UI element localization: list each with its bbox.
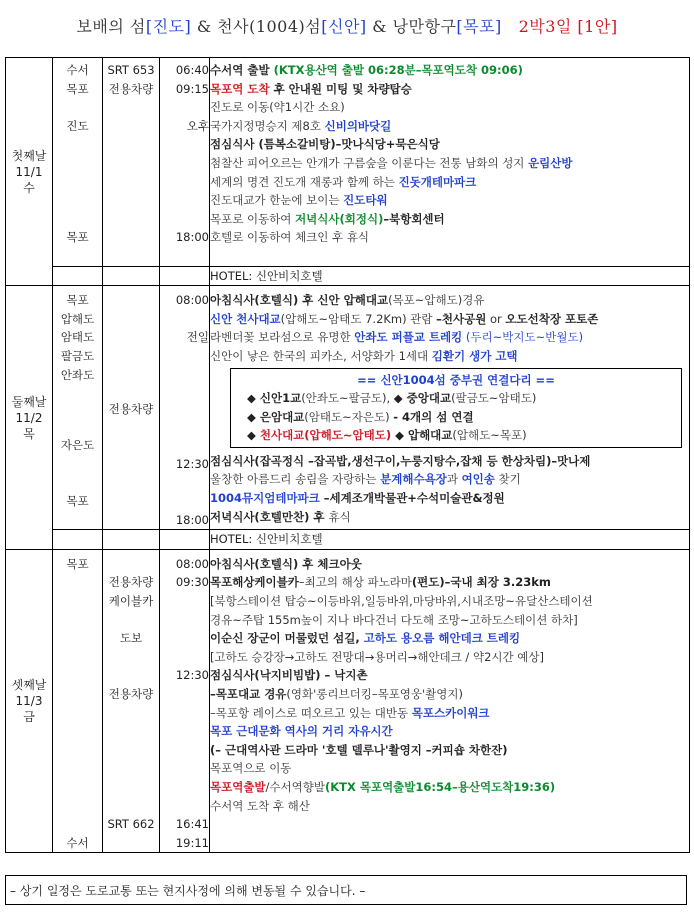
schedule-text: 저녁식사(호텔만찬) 후 (210, 509, 329, 524)
list-line (160, 135, 209, 154)
schedule-text: 오도선착장 포토존 (505, 311, 599, 326)
schedule-text: (안좌도~팔금도), (301, 391, 394, 406)
empty-cell (103, 266, 160, 286)
title-part: [목포] (456, 17, 502, 36)
schedule-text: 진도대교가 한눈에 보이는 (210, 193, 344, 208)
schedule-text: 수서역 도착 후 해산 (210, 798, 310, 813)
day1-main-row (6, 58, 690, 267)
schedule-line (210, 555, 689, 574)
schedule-line (210, 778, 689, 797)
day-label: 둘째날 (11, 394, 47, 409)
list-line (160, 310, 209, 329)
schedule-text: 목포로 이동하여 (210, 211, 296, 226)
schedule-line (237, 389, 675, 408)
day3-label-cell (6, 549, 53, 853)
list-line (53, 135, 102, 154)
schedule-line (210, 191, 689, 210)
page-title (0, 14, 694, 37)
list-line (103, 834, 159, 853)
schedule-text: (압해도~암태도 7.2Km) 관람 (280, 311, 437, 326)
list-line (53, 611, 102, 630)
schedule-line (210, 666, 689, 685)
empty-cell (53, 530, 103, 550)
schedule-line (210, 722, 689, 741)
title-part: & 낭만항구 (366, 17, 457, 36)
list-line (53, 685, 102, 704)
day3-times (160, 549, 210, 853)
schedule-text: 저녁식사(회정식) (295, 211, 384, 226)
day-date: 11/3 (15, 694, 43, 709)
list-line (160, 492, 209, 511)
title-part: 보배의 섬 (76, 17, 146, 36)
schedule-text: 목포 근대문화 역사의 거리 자유시간 (210, 724, 393, 739)
schedule-line (237, 408, 675, 427)
schedule-line (210, 741, 689, 760)
list-line: 목포 (66, 493, 89, 508)
list-line: 목포 (66, 230, 89, 245)
list-line: 08:00 (175, 556, 209, 571)
day1-hotel-row (6, 266, 690, 286)
day-date: 11/2 (15, 410, 43, 425)
schedule-text: (두리~박지도~반월도) (462, 330, 584, 345)
list-line: 전용차량 (108, 81, 154, 96)
list-line: 암태도 (60, 330, 95, 345)
schedule-line (210, 135, 689, 154)
list-line: 진도 (66, 118, 89, 133)
schedule-text: 신안 천사대교 (210, 311, 281, 326)
itinerary-table (5, 57, 690, 853)
list-line: 오후 (186, 118, 209, 133)
schedule-text: –북항회센터 (383, 211, 445, 226)
schedule-text: 세계의 명견 진도개 재롱과 함께 하는 (210, 174, 399, 189)
day2-places-bottom (53, 436, 102, 510)
empty-cell (103, 530, 160, 550)
schedule-text: 점심식사 (틈복소갈비탕)–맛나식당+묵은식당 (210, 137, 440, 152)
list-line (53, 98, 102, 117)
list-line (53, 154, 102, 173)
schedule-text: 진도타워 (343, 193, 388, 208)
list-line (53, 815, 102, 834)
schedule-line (210, 704, 689, 723)
schedule-text: 울창한 아름드리 송림을 자랑하는 (210, 472, 381, 487)
list-line (160, 741, 209, 760)
schedule-text: 목포해상케이블카 (210, 575, 299, 590)
schedule-text: 신안이 낳은 한국의 피카소, 서양화가 1세대 (210, 348, 432, 363)
list-line (160, 722, 209, 741)
schedule-text: 고하도 용오름 해안데크 트레킹 (363, 631, 521, 646)
schedule-line (210, 685, 689, 704)
schedule-text: (팔금도~암태도) (451, 391, 537, 406)
schedule-line (210, 328, 689, 347)
schedule-text: 여인송 (461, 472, 495, 487)
list-line (160, 704, 209, 723)
list-line: 수서 (66, 63, 89, 77)
schedule-text: (압해도~목포) (452, 428, 527, 443)
list-line (160, 98, 209, 117)
schedule-text: 1004뮤지엄테마파크 (210, 491, 320, 506)
footer-note: – 상기 일정은 도로교통 또는 현지사정에 의해 변동될 수 있습니다. – (5, 875, 687, 905)
schedule-line (210, 508, 689, 527)
list-line (53, 210, 102, 229)
schedule-text: - 4개의 섬 연결 (393, 409, 474, 424)
list-line: 목포 (66, 556, 89, 571)
list-line (160, 191, 209, 210)
list-line: 19:11 (175, 835, 209, 850)
day-weekday: 금 (23, 710, 35, 725)
schedule-text: 라벤더꽃 보라섬으로 유명한 (210, 330, 355, 345)
schedule-text: –목포대교 경유 (210, 687, 287, 702)
day2-schedule-top (210, 291, 689, 365)
schedule-text: –천사공원 (436, 311, 487, 326)
schedule-line (237, 426, 675, 445)
list-line (53, 629, 102, 648)
list-line: 목포 (66, 293, 89, 308)
list-line (160, 759, 209, 778)
schedule-text: (목포~압해도)경유 (388, 293, 485, 308)
list-line (53, 666, 102, 685)
list-line: 18:00 (175, 512, 209, 527)
schedule-text: 휴식 (328, 509, 351, 524)
list-line (103, 191, 159, 210)
schedule-line (210, 210, 689, 229)
schedule-text: –목포항 레이스로 떠오르고 있는 대반동 (210, 705, 412, 720)
list-line: 09:15 (175, 81, 209, 96)
schedule-line (210, 310, 689, 329)
schedule-text: 목포역으로 이동 (210, 761, 292, 776)
schedule-line (210, 228, 689, 247)
list-line (103, 98, 159, 117)
empty-cell (160, 266, 210, 286)
schedule-text: /수서역향발 (265, 780, 325, 794)
day2-places (53, 286, 103, 530)
schedule-text: (– 근대역사관 드라마 '호텔 델루나'촬영지 –커피숍 차한잔) (210, 742, 508, 757)
day2-places-top (53, 291, 102, 384)
day2-transport (103, 286, 160, 530)
list-line: 18:00 (175, 230, 209, 245)
day3-schedule (210, 549, 690, 853)
list-line (103, 648, 159, 667)
schedule-line (210, 592, 689, 611)
list-line (53, 455, 102, 474)
list-line (160, 685, 209, 704)
list-line (160, 611, 209, 630)
schedule-text: 과 (446, 472, 462, 487)
list-line (160, 474, 209, 493)
schedule-line (210, 98, 689, 117)
day2-times-top (160, 291, 209, 347)
list-line: 수서 (66, 835, 89, 850)
empty-cell (160, 530, 210, 550)
list-line: 목포 (66, 81, 89, 96)
schedule-text: ◆ (247, 428, 260, 443)
bridge-box-rows (237, 389, 675, 445)
schedule-text: or (486, 311, 506, 326)
day-weekday: 수 (23, 180, 35, 195)
list-line (103, 117, 159, 136)
list-line (53, 759, 102, 778)
list-line (53, 573, 102, 592)
day1-places (53, 58, 103, 267)
empty-cell (53, 266, 103, 286)
list-line (103, 611, 159, 630)
list-line: 자은도 (60, 438, 95, 453)
day2-times (160, 286, 210, 530)
schedule-line (210, 629, 689, 648)
list-line: 08:00 (175, 293, 209, 308)
schedule-text: 목포역 도착 (210, 81, 270, 96)
list-line (160, 778, 209, 797)
list-line: 12:30 (175, 668, 209, 683)
list-line (103, 135, 159, 154)
day2-transport-label: 전용차량 (108, 402, 154, 417)
schedule-text: 호텔로 이동하여 체크인 후 휴식 (210, 230, 370, 245)
list-line: 09:30 (175, 575, 209, 590)
schedule-text: (KTX 목포역출발16:54–용산역도착19:36) (324, 780, 556, 794)
schedule-text: 국가지정명승지 제8호 (210, 118, 325, 133)
schedule-text: 안좌도 퍼플교 트레킹 (354, 330, 463, 345)
list-line (103, 154, 159, 173)
list-line (103, 247, 159, 266)
list-line (160, 154, 209, 173)
day-weekday: 목 (23, 426, 35, 441)
schedule-line (210, 759, 689, 778)
list-line (53, 247, 102, 266)
list-line (53, 778, 102, 797)
day2-times-bottom (160, 455, 209, 529)
schedule-line (210, 489, 689, 508)
day2-label-cell (6, 286, 53, 550)
schedule-text: 찾기 (494, 472, 521, 487)
title-part: [진도] (145, 17, 192, 36)
schedule-text: 아침식사(호텔식) 후 신안 압해대교 (210, 293, 389, 308)
schedule-text: ◆ 압해대교 (391, 428, 453, 443)
day3-main-row (6, 549, 690, 853)
schedule-text: 신비의바닷길 (324, 118, 392, 133)
schedule-text: –최고의 해상 파노라마 (298, 575, 412, 590)
schedule-text: 목포스카이워크 (411, 705, 490, 720)
day2-hotel: HOTEL: 신안비치호텔 (210, 530, 690, 550)
list-line (160, 648, 209, 667)
schedule-text: 이순신 장군이 머물렀던 섬길, (210, 631, 364, 646)
list-line: SRT 653 (107, 63, 155, 77)
list-line: SRT 662 (107, 817, 155, 832)
day-label: 첫째날 (11, 148, 47, 163)
list-line (160, 210, 209, 229)
list-line: 압해도 (60, 311, 95, 326)
schedule-text: 아침식사(호텔식) 후 체크아웃 (210, 556, 362, 571)
day2-main-row (6, 286, 690, 530)
day1-label-cell (6, 58, 53, 286)
list-line: 도보 (119, 631, 143, 646)
list-line: 전용차량 (108, 687, 154, 702)
schedule-text: –세계조개박물관+수석미술관&정원 (319, 491, 505, 506)
list-line: 16:41 (175, 817, 209, 832)
schedule-text: [북항스테이션 탑승~이등바위,일등바위,마당바위,시내조망~유달산스테이션 (210, 594, 593, 609)
day3-transport (103, 549, 160, 853)
list-line: 팔금도 (60, 348, 95, 363)
list-line (160, 247, 209, 266)
schedule-text: 진도로 이동(약1시간 소요) (210, 100, 345, 115)
list-line: 안좌도 (60, 367, 95, 382)
title-part: 2박3일 [1안] (518, 17, 618, 36)
day2-schedule-bottom (210, 452, 689, 526)
day3-places (53, 549, 103, 853)
list-line (160, 629, 209, 648)
list-line (103, 797, 159, 816)
schedule-text: ◆ 중앙대교 (393, 391, 452, 406)
schedule-text: 분계해수욕장 (380, 472, 447, 487)
schedule-text: 점심식사(잡곡정식 –잡곡밥,생선구이,누룽지탕수,잡채 등 한상차림)–맛나제 (210, 453, 591, 468)
schedule-line (210, 61, 689, 80)
list-line: 케이블카 (108, 594, 154, 609)
list-line (53, 173, 102, 192)
schedule-line (210, 573, 689, 592)
schedule-text: 첨찰산 피어오르는 안개가 구름숲을 이룬다는 전통 남화의 성지 (210, 155, 529, 170)
list-line (103, 228, 159, 247)
schedule-text: 점심식사(낙지비빔밥) – 낙지촌 (210, 668, 368, 683)
schedule-line (210, 347, 689, 366)
schedule-text: (KTX용산역 출발 06:28분–목포역도착 09:06) (273, 63, 523, 77)
schedule-text: (영화'롱리브더킹–목포영웅'촬영지) (286, 687, 463, 702)
day1-times (160, 58, 210, 267)
list-line (53, 191, 102, 210)
schedule-text: [고하도 승강장→고하도 전망대→용머리→해안데크 / 약2시간 예상] (210, 649, 544, 664)
bridge-box-title: == 신안1004섬 중부권 연결다리 == (357, 372, 555, 387)
list-line (103, 741, 159, 760)
schedule-text: 천사대교(압해도~암태도) (259, 428, 392, 443)
list-line (53, 797, 102, 816)
schedule-line (210, 117, 689, 136)
schedule-line (210, 154, 689, 173)
schedule-line (210, 470, 689, 489)
day-label: 셋째날 (11, 678, 47, 693)
list-line (103, 722, 159, 741)
day1-transport (103, 58, 160, 267)
title-part: & 천사(1004)섬 (191, 17, 322, 36)
list-line (103, 555, 159, 574)
bridge-info-box (230, 368, 682, 448)
schedule-line (210, 611, 689, 630)
schedule-text: 목포역출발 (210, 780, 266, 794)
schedule-line (210, 797, 689, 816)
schedule-text: ◆ 신안1교 (247, 391, 302, 406)
schedule-line (210, 173, 689, 192)
list-line (103, 759, 159, 778)
schedule-line (210, 648, 689, 667)
schedule-text: (암태도~자은도) (304, 409, 394, 424)
list-line: 06:40 (175, 63, 209, 77)
list-line (103, 666, 159, 685)
day1-hotel: HOTEL: 신안비치호텔 (210, 266, 690, 286)
list-line (53, 722, 102, 741)
schedule-text: 운림산방 (528, 155, 573, 170)
list-line (103, 704, 159, 723)
schedule-line (210, 80, 689, 99)
day-date: 11/1 (15, 164, 43, 179)
list-line (53, 473, 102, 492)
list-line (53, 648, 102, 667)
day1-schedule (210, 58, 690, 267)
schedule-line (210, 452, 689, 471)
schedule-text: 수서역 출발 (210, 63, 274, 77)
list-line: 전용차량 (108, 575, 154, 590)
schedule-text: 후 안내원 미팅 및 차량탑승 (269, 81, 412, 96)
schedule-text: 경유~주탑 155m높이 지나 바다건너 다도해 조망~고하도스테이션 하차] (210, 612, 578, 627)
day2-schedule (210, 286, 690, 530)
list-line (53, 592, 102, 611)
list-line (53, 704, 102, 723)
list-line: 전일 (186, 330, 209, 345)
list-line (160, 797, 209, 816)
list-line (103, 778, 159, 797)
list-line (160, 173, 209, 192)
schedule-line (210, 291, 689, 310)
schedule-text: 진돗개테마파크 (398, 174, 477, 189)
schedule-text: (편도)–국내 최장 3.23km (411, 575, 551, 590)
day2-hotel-row (6, 530, 690, 550)
list-line (160, 592, 209, 611)
list-line: 12:30 (175, 456, 209, 471)
schedule-text: ◆ 은암대교 (247, 409, 305, 424)
schedule-text: 김환기 생가 고택 (431, 348, 518, 363)
list-line (53, 741, 102, 760)
list-line (103, 173, 159, 192)
list-line (103, 210, 159, 229)
title-part: [신안] (321, 17, 367, 36)
